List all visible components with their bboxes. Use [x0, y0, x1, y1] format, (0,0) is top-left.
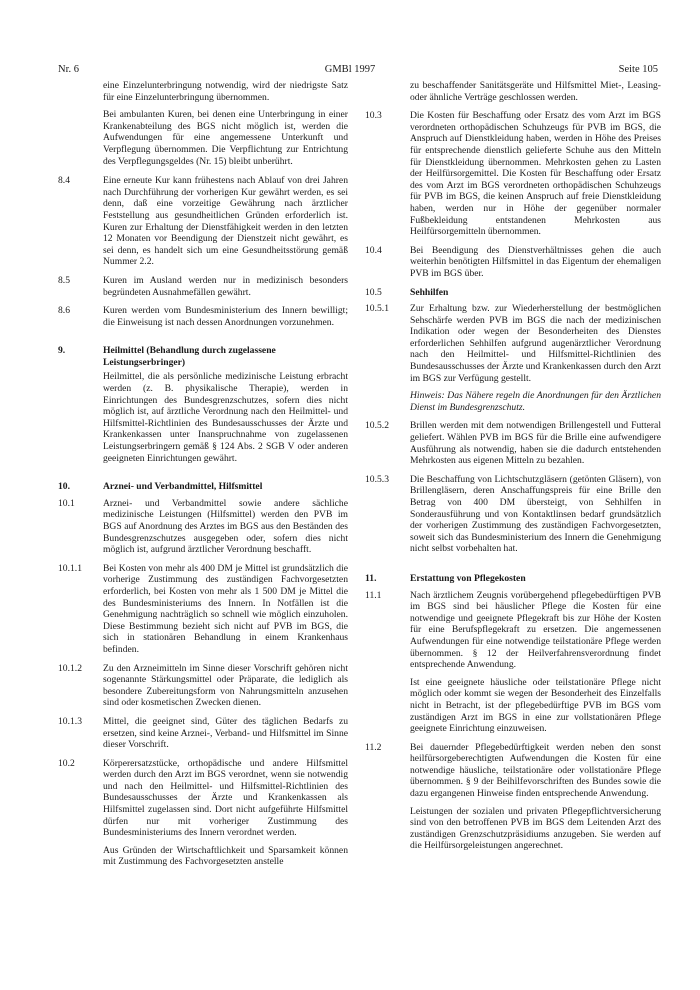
header-issue: Nr. 6 [58, 64, 79, 75]
section-number: 8.5 [58, 274, 70, 286]
section-text: Bei Kosten von mehr als 400 DM je Mittel ist grundsätzlich die vorherige Zustimmung des zuständigen Fachvorgesetzten erforderlich, bei Kosten von mehr als 1 500 DM je Mittel die des Bundesministeriums des Innern. In Notfällen ist die Genehmigung nachträglich so schnell wie möglich einzuholen. Diese Bestimmung bezieht sich nicht auf PVB im BGS, die sich in stationären Behandlung in einem Krankenhaus befinden. [103, 562, 348, 655]
section-10-5-2 [365, 420, 661, 466]
heading-10-5 [365, 287, 661, 299]
right-column [365, 80, 661, 852]
paragraph-text: Aus Gründen der Wirtschaftlichkeit und Sparsamkeit können mit Zustimmung des Fachvorgesetzten anstelle [103, 844, 348, 868]
heading-10 [58, 481, 348, 493]
section-number: 10.5.1 [365, 303, 389, 315]
section-number: 10.1.3 [58, 715, 82, 727]
section-10-5-1 [365, 303, 661, 384]
section-10-1-3 [58, 716, 348, 751]
section-number: 11.1 [365, 589, 382, 601]
paragraph-text: Bei ambulanten Kuren, bei denen eine Unterbringung in einer Krankenabteilung des BGS nicht möglich ist, werden die Aufwendungen für eine angemessene Unterkunft und Verpflegung übernommen. Die Verpflichtung zur Entrichtung des Verpflegungsgeldes (Nr. 15) bleibt unberührt. [103, 109, 348, 167]
section-number: 10.4 [365, 244, 382, 256]
section-number: 10.2 [58, 757, 75, 769]
hint-note [365, 390, 661, 413]
section-text: Bei dauernder Pflegebedürftigkeit werden neben den sonst heilfürsorgeberechtigten Aufwendungen die Kosten für eine notwendige häusliche, teilstationäre oder vollstationäre Pflege übernommen. § 9 der Beihilfevorschriften des Bundes sowie die dazu ergangenen Hinweise finden entsprechende Anwendung. [410, 741, 661, 800]
section-text: Nach ärztlichem Zeugnis vorübergehend pflegebedürftigen PVB im BGS sind bei häuslicher Pflege die Kosten für eine notwendige und geeignete Pflegekraft bis zur Höhe der Kosten für eine Berufspflegekraft zu ersetzen. Die angemessenen Aufwendungen für eine notwendige teilstationäre Pflege werden übernommen. § 12 der Heilverfahrensverordnung findet entsprechende Anwendung. [410, 589, 661, 671]
section-8-5 [58, 275, 348, 298]
heading-11 [365, 573, 661, 585]
section-number: 10.5 [365, 286, 382, 298]
section-text: Brillen werden mit dem notwendigen Brillengestell und Futteral geliefert. Wählen PVB im BGS für die Brille eine aufwendigere Ausführung als notwendig, haben sie die dadurch entstehenden Mehrkosten aus eigenen Mitteln zu bezahlen. [410, 420, 661, 467]
section-number: 11. [365, 572, 377, 584]
section-text: Arznei- und Verbandmittel sowie andere sächliche medizinische Leistungen (Hilfsmittel) werden den PVB im BGS auf Anordnung des Arztes im BGS aus den Beständen des Bundesgrenzschutzes ausgegeben oder, sofern dies nicht möglich ist, aufgrund ärztlicher Verordnung beschafft. [103, 497, 348, 556]
paragraph [365, 677, 661, 735]
section-text: Bei Beendigung des Dienstverhältnisses gehen die auch weiterhin benötigten Hilfsmittel in das Eigentum der ehemaligen PVB im BGS über. [410, 244, 661, 279]
section-8-6 [58, 305, 348, 328]
section-number: 10.1.1 [58, 562, 82, 574]
section-11-1 [365, 590, 661, 671]
section-heading: Erstattung von Pflegekosten [410, 572, 526, 584]
left-column [58, 80, 348, 868]
section-number: 10.1 [58, 497, 75, 509]
section-text: Körperersatzstücke, orthopädische und andere Hilfsmittel werden durch den Arzt im BGS verordnet, wenn sie notwendig und nach den Heilmittel- und Hilfsmittel-Richtlinien des Bundesausschusses der Ärzte und Krankenkassen als Hilfsmittel zugelassen sind. Dort nicht aufgeführte Hilfsmittel dürfen nur mit vorheriger Zustimmung des Bundesministeriums des Innern verordnet werden. [103, 757, 348, 839]
section-text: Zur Erhaltung bzw. zur Wiederherstellung der bestmöglichen Sehschärfe werden PVB im BGS die nach der medizinischen Indikation oder wegen der Besonderheiten des Dienstes erforderlichen Sehhilfen aufgrund augenärztlicher Verordnung nach den Heilmittel- und Hilfsmittel-Richtlinien des Bundesausschusses der Ärzte und Krankenkassen durch den Arzt im BGS zur Verfügung gestellt. [410, 303, 661, 384]
paragraph [58, 845, 348, 868]
section-text: Mittel, die geeignet sind, Güter des täglichen Bedarfs zu ersetzen, sind keine Arznei-, Verband- und Hilfsmittel im Sinne dieser Vorschrift. [103, 715, 348, 751]
section-11-2 [365, 742, 661, 800]
paragraph-text: Heilmittel, die als persönliche medizinische Leistung erbracht werden (z. B. physikalische Therapie), werden in Einrichtungen des Bundesgrenzschutzes, sofern dies nicht möglich ist, auf ärztliche Verordnung nach den Heilmittel- und Hilfsmittel-Richtlinien des Bundesausschusses der Ärzte und Krankenkassen unter Inanspruchnahme von zugelassenen Leistungserbringern gemäß § 124 Abs. 2 SGB V oder anderen geeigneten Einrichtungen gewährt. [103, 371, 348, 464]
section-text: Zu den Arzneimitteln im Sinne dieser Vorschrift gehören nicht sogenannte Stärkungsmittel oder Präparate, die lediglich als besondere Zubereitungsform von Nahrungsmitteln anzusehen sind oder kosmetischen Zwecken dienen. [103, 662, 348, 709]
section-number: 11.2 [365, 741, 382, 753]
section-10-2 [58, 758, 348, 839]
paragraph [58, 80, 348, 103]
section-number: 10.3 [365, 110, 382, 122]
section-text: Die Kosten für Beschaffung oder Ersatz des vom Arzt im BGS verordneten orthopädischen Schuhzeugs für PVB im BGS, die Anspruch auf Dienstkleidung haben, werden in Höhe des Preises für entsprechende dienstlich gelieferte Schuhe aus den Mitteln für Dienstkleidung übernommen. Mehrkosten gehen zu Lasten der Heilfürsorgemittel. Die Kosten für Beschaffung oder Ersatz des vom Arzt im BGS verordneten orthopädischen Schuhzeugs für PVB im BGS, die keinen Anspruch auf freie Dienstkleidung haben, werden nur in Höhe der gegenüber normaler Fußbekleidung entstandenen Mehrkosten aus Heilfürsorgemitteln übernommen. [410, 110, 661, 238]
section-10-3 [365, 110, 661, 238]
paragraph [58, 109, 348, 167]
paragraph-text: Ist eine geeignete häusliche oder teilstationäre Pflege nicht möglich oder kommt sie wegen der Besonderheit des Einzelfalls nicht in Betracht, ist der pflegebedürftige PVB im BGS vom zuständigen Arzt im BGS in eine zur vollstationären Pflege geeignete Einrichtung einzuweisen. [410, 676, 661, 735]
paragraph [365, 806, 661, 852]
section-number: 9. [58, 345, 66, 357]
header-journal: GMBl 1997 [324, 64, 376, 75]
section-heading: Sehhilfen [410, 286, 449, 298]
paragraph-text: eine Einzelunterbringung notwendig, wird der niedrigste Satz für eine Einzelunterbringung übernommen. [103, 80, 348, 103]
section-heading: Heilmittel (Behandlung durch zugelassene Leistungserbringer) [103, 345, 276, 368]
heading-9 [58, 345, 348, 368]
paragraph [365, 80, 661, 103]
section-10-4 [365, 245, 661, 280]
section-number: 10.1.2 [58, 662, 82, 674]
paragraph [58, 371, 348, 464]
section-text: Eine erneute Kur kann frühestens nach Ablauf von drei Jahren nach Durchführung der vorherigen Kur gewährt werden, es sei denn, daß eine vorzeitige Gewährung nach ärztlicher Feststellung aus gesundheitlichen Gründen erforderlich ist. Kuren zur Erhaltung der Dienstfähigkeit werden in den letzten 12 Monaten vor Beendigung der Dienstzeit nicht gewährt, es sei denn, es handelt sich um eine Gesundheitsstörung gemäß Nummer 2.2. [103, 175, 348, 268]
section-text: Die Beschaffung von Lichtschutzgläsern (getönten Gläsern), von Brillengläsern, deren Anschaffungspreis für eine Brille den Betrag von 400 DM übersteigt, von Sehhilfen in Sonderausführung und von Kontaktlinsen bedarf grundsätzlich der vorherigen Zustimmung des zuständigen Fachvorgesetzten, soweit sich das Bundesministerium des Innern die Genehmigung nicht selbst vorbehalten hat. [410, 473, 661, 555]
section-number: 10.5.2 [365, 420, 389, 432]
section-number: 10. [58, 481, 70, 493]
section-10-5-3 [365, 474, 661, 555]
section-number: 10.5.3 [365, 473, 389, 485]
section-text: Kuren werden vom Bundesministerium des Innern bewilligt; die Einweisung ist nach dessen Anordnungen vorzunehmen. [103, 305, 348, 328]
section-10-1-2 [58, 663, 348, 709]
section-8-4 [58, 175, 348, 268]
section-number: 8.4 [58, 175, 70, 187]
section-text: Kuren im Ausland werden nur in medizinisch besonders begründeten Ausnahmefällen gewährt. [103, 274, 348, 298]
section-10-1 [58, 498, 348, 556]
paragraph-text: zu beschaffender Sanitätsgeräte und Hilfsmittel Miet-, Leasing- oder ähnliche Verträge geschlossen werden. [410, 80, 661, 103]
header-page: Seite 105 [618, 64, 658, 75]
section-number: 8.6 [58, 305, 70, 317]
hint-text: Hinweis: Das Nähere regeln die Anordnungen für den Ärztlichen Dienst im Bundesgrenzschutz. [410, 390, 661, 413]
section-10-1-1 [58, 563, 348, 656]
paragraph-text: Leistungen der sozialen und privaten Pflegepflichtversicherung sind von den betroffenen PVB im BGS dem Leitenden Arzt des zuständigen Grenzschutzpräsidiums anzugeben. Sie werden auf die Heilfürsorgeleistungen angerechnet. [410, 805, 661, 852]
section-heading: Arznei- und Verbandmittel, Hilfsmittel [103, 481, 263, 493]
